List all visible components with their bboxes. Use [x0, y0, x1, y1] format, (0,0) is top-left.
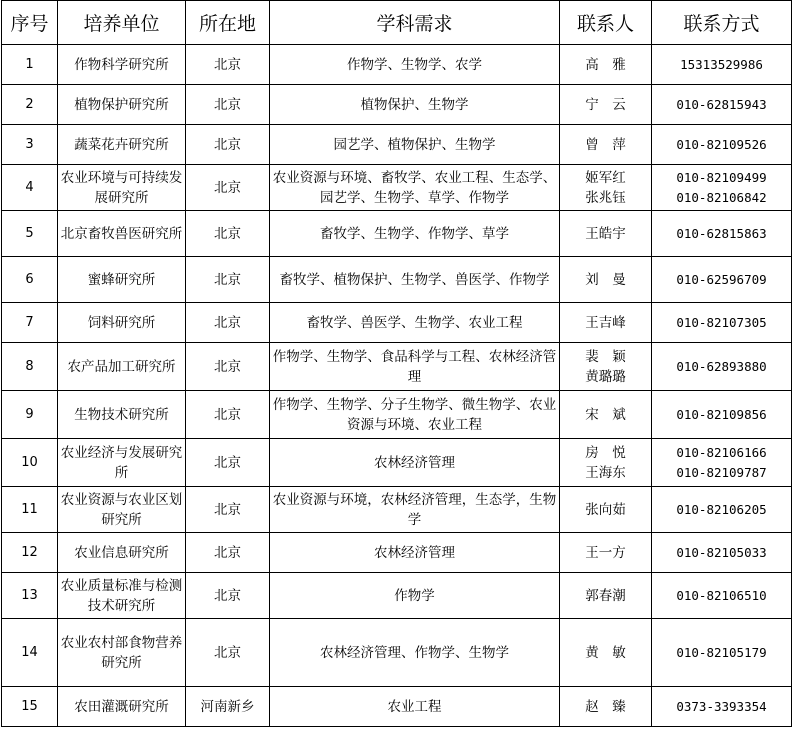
cell-location: 北京	[186, 211, 270, 257]
cell-phone-line: 010-82109499	[676, 169, 767, 185]
table-row	[2, 165, 792, 211]
cell-contact-line: 王一方	[585, 544, 626, 561]
cell-subjects: 农业资源与环境、畜牧学、农业工程、生态学、园艺学、生物学、草学、作物学	[270, 165, 560, 211]
header-contact: 联系人	[560, 1, 652, 45]
cell-contact-line: 王吉峰	[585, 314, 626, 331]
table-row	[2, 687, 792, 727]
cell-index: 10	[2, 439, 58, 487]
cell-location: 北京	[186, 573, 270, 619]
cell-unit: 农业资源与农业区划研究所	[58, 487, 186, 533]
cell-index: 3	[2, 125, 58, 165]
cell-phone-line: 010-62596709	[676, 271, 767, 287]
header-row	[2, 1, 792, 45]
cell-phone	[652, 85, 792, 125]
cell-phone-line: 010-62815943	[676, 96, 767, 112]
header-index: 序号	[2, 1, 58, 45]
cell-phone-line: 010-82109526	[676, 136, 767, 152]
cell-contact-line: 裴 颖	[585, 348, 626, 365]
table-row	[2, 211, 792, 257]
cell-phone-line: 010-62893880	[676, 358, 767, 374]
table-row	[2, 487, 792, 533]
cell-unit: 农业环境与可持续发展研究所	[58, 165, 186, 211]
cell-contact-line: 张向茹	[585, 501, 626, 518]
cell-index: 1	[2, 45, 58, 85]
cell-subjects: 植物保护、生物学	[270, 85, 560, 125]
cell-unit: 饲料研究所	[58, 303, 186, 343]
cell-contact	[560, 391, 652, 439]
cell-phone-line: 0373-3393354	[676, 698, 767, 714]
cell-location: 北京	[186, 487, 270, 533]
cell-phone	[652, 619, 792, 687]
cell-contact	[560, 573, 652, 619]
cell-contact	[560, 687, 652, 727]
cell-unit: 农业信息研究所	[58, 533, 186, 573]
cell-unit: 蔬菜花卉研究所	[58, 125, 186, 165]
cell-contact	[560, 619, 652, 687]
cell-contact-line: 赵 臻	[585, 698, 626, 715]
cell-index: 8	[2, 343, 58, 391]
table-row	[2, 439, 792, 487]
cell-location: 北京	[186, 303, 270, 343]
header-location: 所在地	[186, 1, 270, 45]
cell-subjects: 农林经济管理、作物学、生物学	[270, 619, 560, 687]
cell-index: 15	[2, 687, 58, 727]
table-row	[2, 303, 792, 343]
cell-phone-line: 010-82109856	[676, 406, 767, 422]
cell-phone-line: 010-82106510	[676, 587, 767, 603]
header-subjects: 学科需求	[270, 1, 560, 45]
cell-phone-line: 010-82106166	[676, 444, 767, 460]
cell-contact-line: 王皓宇	[585, 225, 626, 242]
cell-unit: 蜜蜂研究所	[58, 257, 186, 303]
cell-location: 北京	[186, 619, 270, 687]
cell-contact-line: 高 雅	[585, 56, 626, 73]
cell-contact-line: 刘 曼	[585, 271, 626, 288]
cell-phone-line: 010-82105033	[676, 544, 767, 560]
cell-unit: 农产品加工研究所	[58, 343, 186, 391]
cell-contact	[560, 211, 652, 257]
cell-contact-line: 郭春潮	[585, 587, 626, 604]
cell-subjects: 农业资源与环境，农林经济管理，生态学，生物学	[270, 487, 560, 533]
cell-location: 北京	[186, 125, 270, 165]
cell-contact	[560, 125, 652, 165]
cell-location: 北京	[186, 85, 270, 125]
cell-contact-line: 宁 云	[585, 96, 626, 113]
cell-subjects: 农业工程	[270, 687, 560, 727]
cell-contact	[560, 165, 652, 211]
cell-contact-line: 曾 萍	[585, 136, 626, 153]
cell-phone-line: 010-82106842	[676, 189, 767, 205]
cell-contact	[560, 439, 652, 487]
table-row	[2, 45, 792, 85]
cell-unit: 农业质量标准与检测技术研究所	[58, 573, 186, 619]
cell-phone	[652, 211, 792, 257]
cell-contact	[560, 303, 652, 343]
cell-phone-line: 010-82109787	[676, 464, 767, 480]
cell-phone	[652, 533, 792, 573]
cell-subjects: 畜牧学、兽医学、生物学、农业工程	[270, 303, 560, 343]
cell-location: 北京	[186, 439, 270, 487]
cell-subjects: 作物学	[270, 573, 560, 619]
cell-index: 11	[2, 487, 58, 533]
cell-phone-line: 010-82106205	[676, 501, 767, 517]
cell-contact-line: 房 悦	[585, 444, 626, 461]
cell-location: 北京	[186, 533, 270, 573]
cell-phone	[652, 687, 792, 727]
cell-contact-line: 黄 敏	[585, 644, 626, 661]
cell-index: 14	[2, 619, 58, 687]
cell-subjects: 作物学、生物学、农学	[270, 45, 560, 85]
cell-subjects: 园艺学、植物保护、生物学	[270, 125, 560, 165]
cell-phone-line: 010-62815863	[676, 225, 767, 241]
table-row	[2, 391, 792, 439]
cell-location: 北京	[186, 343, 270, 391]
cell-contact-line: 张兆钰	[585, 189, 626, 206]
table-row	[2, 85, 792, 125]
header-unit: 培养单位	[58, 1, 186, 45]
cell-index: 12	[2, 533, 58, 573]
cell-location: 北京	[186, 45, 270, 85]
table-body	[2, 45, 792, 727]
cell-contact	[560, 533, 652, 573]
cell-location: 北京	[186, 257, 270, 303]
header-phone: 联系方式	[652, 1, 792, 45]
table-row	[2, 573, 792, 619]
cell-unit: 北京畜牧兽医研究所	[58, 211, 186, 257]
table-row	[2, 257, 792, 303]
cell-phone-line: 010-82105179	[676, 644, 767, 660]
cell-phone	[652, 45, 792, 85]
cell-subjects: 农林经济管理	[270, 439, 560, 487]
cell-subjects: 畜牧学、生物学、作物学、草学	[270, 211, 560, 257]
cell-subjects: 畜牧学、植物保护、生物学、兽医学、作物学	[270, 257, 560, 303]
cell-index: 5	[2, 211, 58, 257]
table-row	[2, 619, 792, 687]
table-row	[2, 125, 792, 165]
cell-subjects: 作物学、生物学、分子生物学、微生物学、农业资源与环境、农业工程	[270, 391, 560, 439]
cell-phone	[652, 125, 792, 165]
cell-phone	[652, 343, 792, 391]
cell-unit: 作物科学研究所	[58, 45, 186, 85]
cell-contact	[560, 343, 652, 391]
cell-index: 4	[2, 165, 58, 211]
cell-phone	[652, 573, 792, 619]
cell-subjects: 作物学、生物学、食品科学与工程、农林经济管理	[270, 343, 560, 391]
cell-index: 2	[2, 85, 58, 125]
cell-phone	[652, 303, 792, 343]
cell-contact	[560, 487, 652, 533]
table-row	[2, 533, 792, 573]
cell-phone	[652, 391, 792, 439]
cell-contact	[560, 85, 652, 125]
cell-location: 河南新乡	[186, 687, 270, 727]
cell-contact	[560, 45, 652, 85]
cell-index: 6	[2, 257, 58, 303]
cell-phone	[652, 487, 792, 533]
cell-index: 13	[2, 573, 58, 619]
cell-location: 北京	[186, 391, 270, 439]
cell-contact-line: 宋 斌	[585, 406, 626, 423]
cell-unit: 生物技术研究所	[58, 391, 186, 439]
cell-phone-line: 010-82107305	[676, 314, 767, 330]
cell-phone	[652, 165, 792, 211]
cell-index: 9	[2, 391, 58, 439]
cell-contact-line: 王海东	[585, 464, 626, 481]
cell-phone	[652, 439, 792, 487]
cell-subjects: 农林经济管理	[270, 533, 560, 573]
cell-phone-line: 15313529986	[680, 56, 763, 72]
cell-unit: 农业农村部食物营养研究所	[58, 619, 186, 687]
cell-contact-line: 姬军红	[585, 169, 626, 186]
table-row	[2, 343, 792, 391]
units-table	[1, 0, 792, 727]
cell-contact-line: 黄璐璐	[585, 368, 626, 385]
cell-location: 北京	[186, 165, 270, 211]
cell-unit: 植物保护研究所	[58, 85, 186, 125]
cell-unit: 农业经济与发展研究所	[58, 439, 186, 487]
cell-index: 7	[2, 303, 58, 343]
cell-contact	[560, 257, 652, 303]
cell-phone	[652, 257, 792, 303]
cell-unit: 农田灌溉研究所	[58, 687, 186, 727]
